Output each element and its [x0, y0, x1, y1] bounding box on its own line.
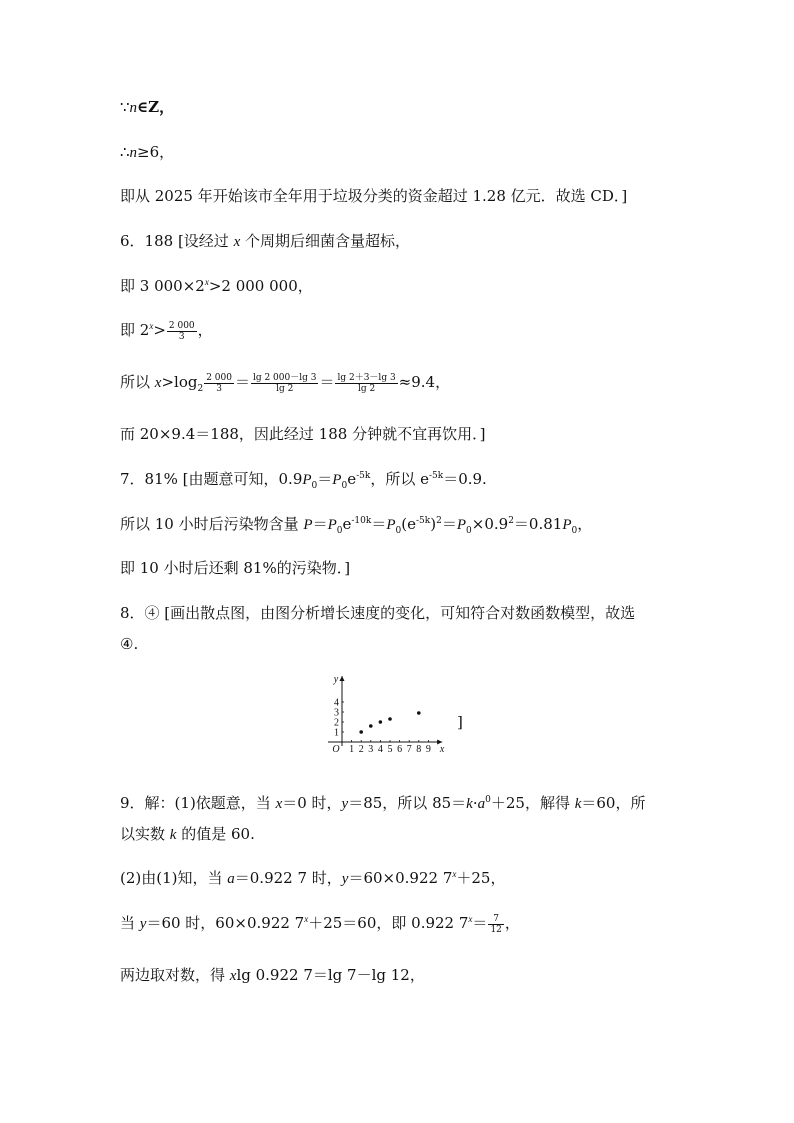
var-x: x — [154, 375, 162, 391]
text: ∈Z， — [137, 98, 175, 116]
exponent: -5k — [428, 471, 444, 481]
exponent: -5k — [416, 516, 431, 526]
var-p: P — [327, 517, 337, 533]
line-q9-part1 — [120, 793, 645, 814]
line-since-n-in-z — [120, 97, 174, 118]
subscript: 0 — [395, 526, 402, 536]
line-q6-ineq1 — [120, 276, 313, 296]
denominator: 3 — [178, 331, 185, 342]
x-tick-label: 1 — [349, 744, 355, 755]
text: ) — [430, 515, 437, 533]
line-q7-conclusion: 即 10 小时后还剩 81%的污染物．] — [120, 559, 351, 577]
line-conclusion-5: 即从 2025 年开始该市全年用于垃圾分类的资金超过 1.28 亿元．故选 CD．] — [120, 187, 628, 205]
var-a: a — [477, 796, 486, 812]
denominator: lg 2 — [357, 383, 376, 394]
y-axis-arrow — [340, 676, 345, 681]
fraction — [488, 914, 503, 935]
equals: ＝ — [312, 515, 328, 533]
line-q9-eq — [120, 913, 520, 935]
var-x: x — [229, 968, 237, 984]
origin-label: O — [332, 744, 340, 755]
line-q9-log — [120, 965, 425, 986]
y-tick-label: 1 — [334, 727, 339, 739]
exponent: x — [452, 869, 457, 879]
line-q6-log — [120, 372, 450, 394]
line-q8-end: ④. — [120, 635, 139, 653]
text: > — [153, 321, 166, 339]
text: 9．解：(1)依题意，当 — [120, 794, 276, 812]
var-p: P — [562, 517, 572, 533]
text: ＝ — [472, 914, 488, 932]
var-p: P — [386, 517, 396, 533]
var-p: P — [303, 517, 313, 533]
text: lg 0.922 7＝lg 7－lg 12， — [236, 966, 425, 984]
text: ＝0 时， — [282, 794, 342, 812]
data-point — [369, 724, 373, 728]
exponent: x — [304, 914, 309, 924]
var-n: n — [129, 145, 138, 161]
exponent: x — [204, 277, 209, 287]
fraction — [167, 321, 197, 342]
text: >log — [161, 373, 198, 391]
closing-bracket: ] — [457, 713, 463, 731]
text: 即 2 — [120, 321, 150, 339]
denominator: 12 — [490, 924, 502, 935]
var-y: y — [341, 796, 349, 812]
text: 即 3 000×2 — [120, 277, 205, 295]
text: (2)由(1)知，当 — [120, 869, 228, 887]
subscript: 0 — [571, 526, 578, 536]
line-q6-conclusion: 而 20×9.4＝188，因此经过 188 分钟就不宜再饮用．] — [120, 425, 486, 443]
text: 两边取对数，得 — [120, 966, 230, 984]
equals: ＝ — [234, 373, 250, 391]
equals: ＝ — [441, 515, 457, 533]
log-base: 2 — [197, 384, 204, 394]
x-tick-label: 8 — [416, 744, 422, 755]
x-tick-label: 3 — [368, 744, 374, 755]
text: ， — [504, 914, 520, 932]
x-axis-label: x — [439, 744, 445, 755]
var-a: a — [227, 871, 235, 887]
denominator: 3 — [216, 383, 222, 394]
subscript: 0 — [336, 526, 343, 536]
fraction-1 — [204, 373, 234, 394]
x-tick-label: 9 — [425, 744, 431, 755]
fraction-3 — [335, 373, 397, 394]
line-q9-part2 — [120, 868, 505, 889]
subscript: 0 — [311, 481, 318, 491]
line-q9-part1b — [120, 824, 255, 845]
y-tick-label: 3 — [334, 707, 339, 719]
text: · — [472, 794, 478, 812]
var-p: P — [456, 517, 467, 533]
x-tick-label: 6 — [397, 744, 403, 755]
text: ＝60，所 — [581, 794, 646, 812]
var-p: P — [302, 472, 312, 488]
exponent: 0 — [485, 795, 491, 805]
text: e — [342, 515, 352, 533]
var-k: k — [574, 796, 582, 812]
var-n: n — [129, 100, 138, 116]
text: 所以 10 小时后污染物含量 — [120, 515, 304, 533]
numerator: lg 2＋3－lg 3 — [337, 372, 396, 383]
line-therefore-n — [120, 142, 174, 163]
text: >2 000 000， — [208, 277, 313, 295]
data-point — [359, 730, 363, 734]
x-tick-label: 7 — [406, 744, 412, 755]
text: e — [347, 470, 357, 488]
numerator: 2 000 — [206, 372, 232, 383]
exponent: x — [149, 321, 154, 331]
y-tick-label: 4 — [334, 697, 339, 709]
text: ×0.9 — [471, 515, 509, 533]
text: ＝0.922 7 时， — [234, 869, 342, 887]
var-x: x — [233, 234, 241, 250]
subscript: 0 — [466, 526, 472, 536]
subscript: 0 — [341, 481, 348, 491]
therefore-symbol: ∴ — [120, 143, 130, 161]
data-point — [388, 717, 392, 721]
text: 7．81% [由题意可知，0.9 — [120, 470, 303, 488]
text: ，所以 e — [370, 470, 429, 488]
because-symbol: ∵ — [120, 98, 130, 116]
equals: ＝ — [319, 373, 335, 391]
var-x: x — [275, 796, 283, 812]
text: ＝0.9. — [443, 470, 487, 488]
text: 当 — [120, 914, 140, 932]
text: 所以 — [120, 373, 155, 391]
text: ＝0.81 — [513, 515, 563, 533]
line-q7-start — [120, 469, 487, 490]
var-y: y — [139, 916, 147, 932]
exponent: 2 — [436, 516, 442, 526]
var-k: k — [466, 796, 473, 812]
exponent: -10k — [351, 516, 372, 526]
numerator: 7 — [488, 914, 503, 925]
text: ＋25，解得 — [490, 794, 575, 812]
text: 个周期后细菌含量超标， — [240, 232, 411, 250]
text: ＋25， — [456, 869, 506, 887]
exponent: x — [468, 914, 473, 924]
text: 6．188 [设经过 — [120, 232, 234, 250]
data-point — [379, 720, 383, 724]
line-q6-ineq2 — [120, 320, 213, 342]
x-tick-label: 4 — [377, 744, 383, 755]
var-k: k — [169, 827, 177, 843]
var-p: P — [332, 472, 342, 488]
denominator: lg 2 — [276, 383, 294, 394]
x-tick-label: 5 — [387, 744, 393, 755]
line-q7-content — [120, 514, 592, 535]
scatter-plot — [322, 672, 452, 758]
text: ， — [577, 515, 593, 533]
text: ＝60 时，60×0.922 7 — [146, 914, 305, 932]
y-axis-label: y — [333, 674, 339, 685]
data-point — [417, 711, 421, 715]
text: ， — [197, 321, 213, 339]
exponent: 2 — [508, 516, 514, 526]
equals: ＝ — [317, 470, 333, 488]
x-tick-label: 2 — [358, 744, 364, 755]
text: ＝85，所以 85＝ — [348, 794, 467, 812]
line-q8-start: 8．④ [画出散点图，由图分析增长速度的变化，可知符合对数函数模型，故选 — [120, 604, 636, 622]
y-tick-label: 2 — [334, 717, 339, 729]
text: ＝60×0.922 7 — [348, 869, 453, 887]
numerator: lg 2 000－lg 3 — [252, 372, 317, 383]
numerator: 2 000 — [168, 320, 195, 331]
text: 的值是 60. — [176, 825, 255, 843]
text: 以实数 — [120, 825, 170, 843]
exponent: -5k — [356, 471, 371, 481]
text: ≥6， — [137, 143, 175, 161]
text: ＋25＝60，即 0.922 7 — [308, 914, 469, 932]
line-q6-start — [120, 231, 410, 252]
equals: ＝ — [371, 515, 387, 533]
text: ≈9.4， — [398, 373, 451, 391]
text: (e — [401, 515, 416, 533]
var-y: y — [341, 871, 349, 887]
fraction-2 — [251, 373, 319, 394]
